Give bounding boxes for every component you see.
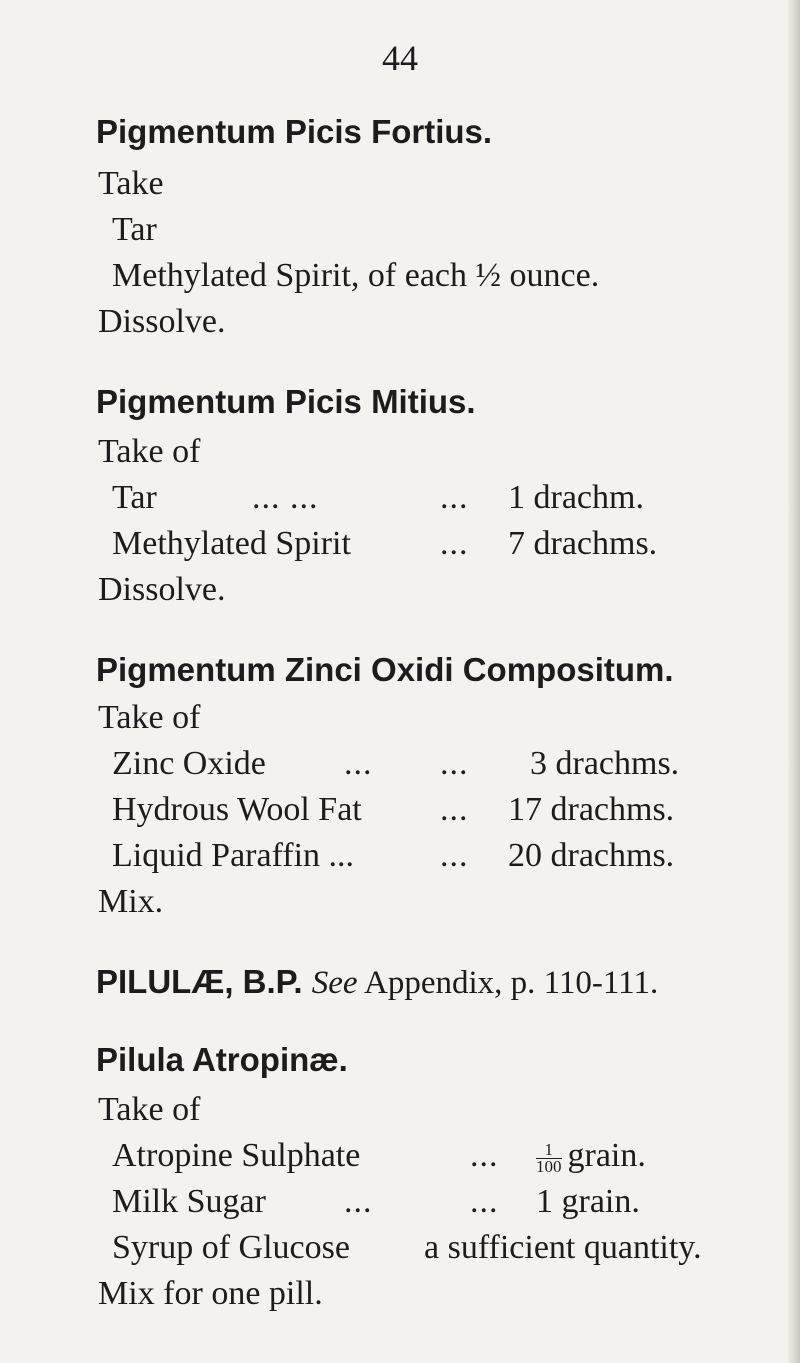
take-line: Take	[98, 165, 164, 202]
quantity-unit: grain.	[567, 1137, 646, 1174]
leader-dots: ...	[440, 837, 469, 874]
ingredient-methylated-spirit: Methylated Spirit, of each ½ ounce.	[112, 257, 600, 294]
section-heading-pilulae	[96, 962, 658, 1003]
ingredient-quantity: a sufficient quantity.	[424, 1229, 702, 1266]
section-heading-pigmentum-picis-mitius: Pigmentum Picis Mitius.	[96, 383, 476, 420]
ingredient-name: Zinc Oxide	[112, 745, 266, 782]
page-edge-shadow	[788, 0, 800, 1363]
ingredient-name: Tar	[112, 479, 157, 516]
instruction-line: Mix for one pill.	[98, 1275, 323, 1312]
leader-dots: ...	[440, 479, 469, 516]
leader-dots: ...	[470, 1183, 499, 1220]
ingredient-tar: Tar	[112, 211, 157, 248]
page-number: 44	[382, 38, 418, 78]
fraction-numerator: 1	[536, 1142, 562, 1159]
ingredient-name: Syrup of Glucose	[112, 1229, 350, 1266]
ingredient-quantity: 7 drachms.	[508, 525, 658, 562]
ingredient-name: Hydrous Wool Fat	[112, 791, 362, 828]
ingredient-name: Methylated Spirit	[112, 525, 351, 562]
ingredient-name: Liquid Paraffin ...	[112, 837, 355, 874]
pilulae-title: PILULÆ, B.P.	[96, 963, 303, 1000]
see-word: See	[311, 965, 358, 1001]
ingredient-quantity: 20 drachms.	[508, 837, 675, 874]
fraction	[536, 1139, 562, 1176]
instruction-line: Dissolve.	[98, 571, 226, 608]
leader-dots: ...	[344, 745, 373, 782]
leader-dots: ...	[440, 525, 469, 562]
instruction-line: Dissolve.	[98, 303, 226, 340]
section-heading-pilula-atropinae: Pilula Atropinæ.	[96, 1041, 348, 1078]
take-line: Take of	[98, 1091, 201, 1128]
ingredient-quantity: 1 drachm.	[508, 479, 644, 516]
leader-dots: ... ...	[252, 479, 319, 516]
leader-dots: ...	[344, 1183, 373, 1220]
ingredient-quantity: 3 drachms.	[530, 745, 680, 782]
ingredient-name: Atropine Sulphate	[112, 1137, 361, 1174]
take-line: Take of	[98, 433, 201, 470]
ingredient-quantity: 17 drachms.	[508, 791, 675, 828]
leader-dots: ...	[440, 745, 469, 782]
ingredient-name: Milk Sugar	[112, 1183, 266, 1220]
appendix-reference: Appendix, p. 110-111.	[364, 965, 659, 1001]
instruction-line: Mix.	[98, 883, 164, 920]
leader-dots: ...	[470, 1137, 499, 1174]
take-line: Take of	[98, 699, 201, 736]
section-heading-pigmentum-zinci-oxidi-compositum: Pigmentum Zinci Oxidi Compositum.	[96, 651, 674, 688]
section-heading-pigmentum-picis-fortius: Pigmentum Picis Fortius.	[96, 113, 493, 150]
ingredient-quantity	[536, 1136, 646, 1176]
fraction-denominator: 100	[536, 1156, 562, 1176]
ingredient-quantity: 1 grain.	[536, 1183, 640, 1220]
leader-dots: ...	[440, 791, 469, 828]
